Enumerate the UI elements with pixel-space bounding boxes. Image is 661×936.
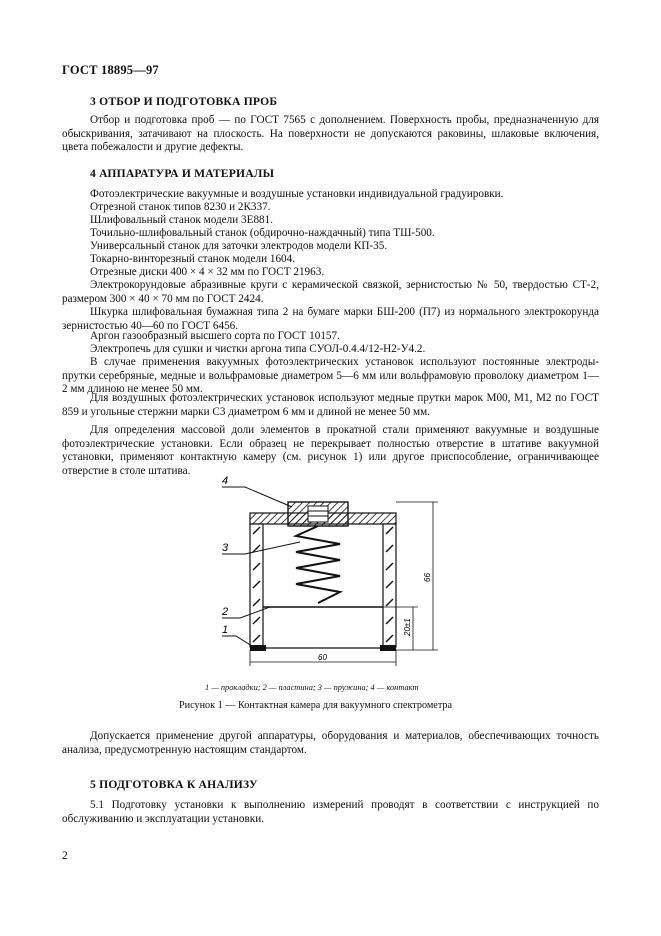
list-item: Отрезные диски 400 × 4 × 32 мм по ГОСТ 21963. bbox=[90, 266, 325, 278]
paragraph-other-equipment: Допускается применение другой аппаратуры, оборудования и материалов, обеспечивающих точность анализа, предусмотренную настоящим стандартом. bbox=[62, 730, 599, 756]
list-item: Шлифовальный станок модели 3Е881. bbox=[90, 214, 274, 226]
list-item: Аргон газообразный высшего сорта по ГОСТ 10157. bbox=[90, 330, 340, 342]
list-item: Электропечь для сушки и чистки аргона типа СУОЛ-0.4.4/12-Н2-У4.2. bbox=[90, 343, 426, 355]
list-item: Фотоэлектрические вакуумные и воздушные установки индивидуальной градуировки. bbox=[90, 188, 504, 200]
list-item: Токарно-винторезный станок модели 1604. bbox=[90, 253, 296, 265]
dimension-lower-label: 20±1 bbox=[403, 618, 412, 636]
section-4-title: 4 АППАРАТУРА И МАТЕРИАЛЫ bbox=[90, 167, 275, 180]
left-wall bbox=[250, 524, 263, 647]
section-5-paragraph: 5.1 Подготовку установки к выполнению измерений проводят в соответствии с инструкцией по обслуживанию и эксплуатации установки. bbox=[62, 799, 599, 825]
contact-chamber-figure bbox=[200, 470, 470, 680]
figure-caption: Рисунок 1 — Контактная камера для вакуумного спектрометра bbox=[179, 700, 453, 711]
callout-2: 2 bbox=[222, 606, 229, 618]
contact-thread bbox=[308, 506, 328, 522]
list-item: Точильно-шлифовальный станок (обдирочно-наждачный) типа ТШ-500. bbox=[90, 227, 435, 239]
paragraph-vacuum: В случае применения вакуумных фотоэлектрических установок используют постоянные электроды-прутки серебряные, медные и вольфрамовые диаметром 5—6 мм или вольфрамовую проволоку диаметром 1—2 мм длиною не менее 50 мм. bbox=[62, 356, 599, 396]
section-3-title: 3 ОТБОР И ПОДГОТОВКА ПРОБ bbox=[90, 95, 278, 108]
list-item: Отрезной станок типов 8230 и 2К337. bbox=[90, 201, 271, 213]
callout-1: 1 bbox=[222, 624, 229, 636]
paragraph-air: Для воздушных фотоэлектрических установок используют медные прутки марок М00, М1, М2 по ГОСТ 859 и угольные стержни марки С3 диаметром 6 мм и длиной не менее 50 мм. bbox=[62, 392, 599, 418]
figure-legend: 1 — прокладки; 2 — пластина; 3 — пружина; 4 — контакт bbox=[205, 683, 419, 692]
paragraph-thin-steel: Для определения массовой доли элементов в прокатной стали применяют вакуумные и воздушные фотоэлектрические установки. Если образец не перекрывает полностью отверстие в штативе вакуумной установки, применяют контактную камеру (см. рисунок 1) или другое приспособление, ограничивающее отверстие в столе штатива. bbox=[62, 424, 599, 477]
paragraph-sandpaper: Шкурка шлифовальная бумажная типа 2 на бумаге марки БШ-200 (П7) из нормального электрокорунда зернистостью 40—60 по ГОСТ 6456. bbox=[62, 306, 599, 332]
dimension-height-label: 66 bbox=[423, 573, 432, 582]
dimension-width-label: 60 bbox=[318, 653, 327, 662]
page-number: 2 bbox=[62, 850, 68, 862]
list-item: Универсальный станок для заточки электродов модели КП-35. bbox=[90, 240, 388, 252]
section-5-title: 5 ПОДГОТОВКА К АНАЛИЗУ bbox=[90, 778, 258, 791]
callout-4: 4 bbox=[222, 475, 229, 487]
leader-4 bbox=[222, 487, 292, 507]
right-wall bbox=[383, 524, 396, 647]
paragraph-abrasive: Электрокорундовые абразивные круги с керамической связкой, зернистостью № 50, твердостью СТ-2, размером 300 × 40 × 70 мм по ГОСТ 2424. bbox=[62, 279, 599, 305]
wall-hatching bbox=[253, 527, 393, 642]
spring bbox=[296, 526, 340, 603]
section-3-paragraph: Отбор и подготовка проб — по ГОСТ 7565 с дополнением. Поверхность пробы, предназначенную для обыскривания, затачивают на плоскость. На поверхности не допускаются раковины, шлаковые включения, цвета побежалости и другие дефекты. bbox=[62, 114, 599, 154]
document-header: ГОСТ 18895—97 bbox=[62, 63, 159, 77]
callout-3: 3 bbox=[222, 542, 229, 554]
